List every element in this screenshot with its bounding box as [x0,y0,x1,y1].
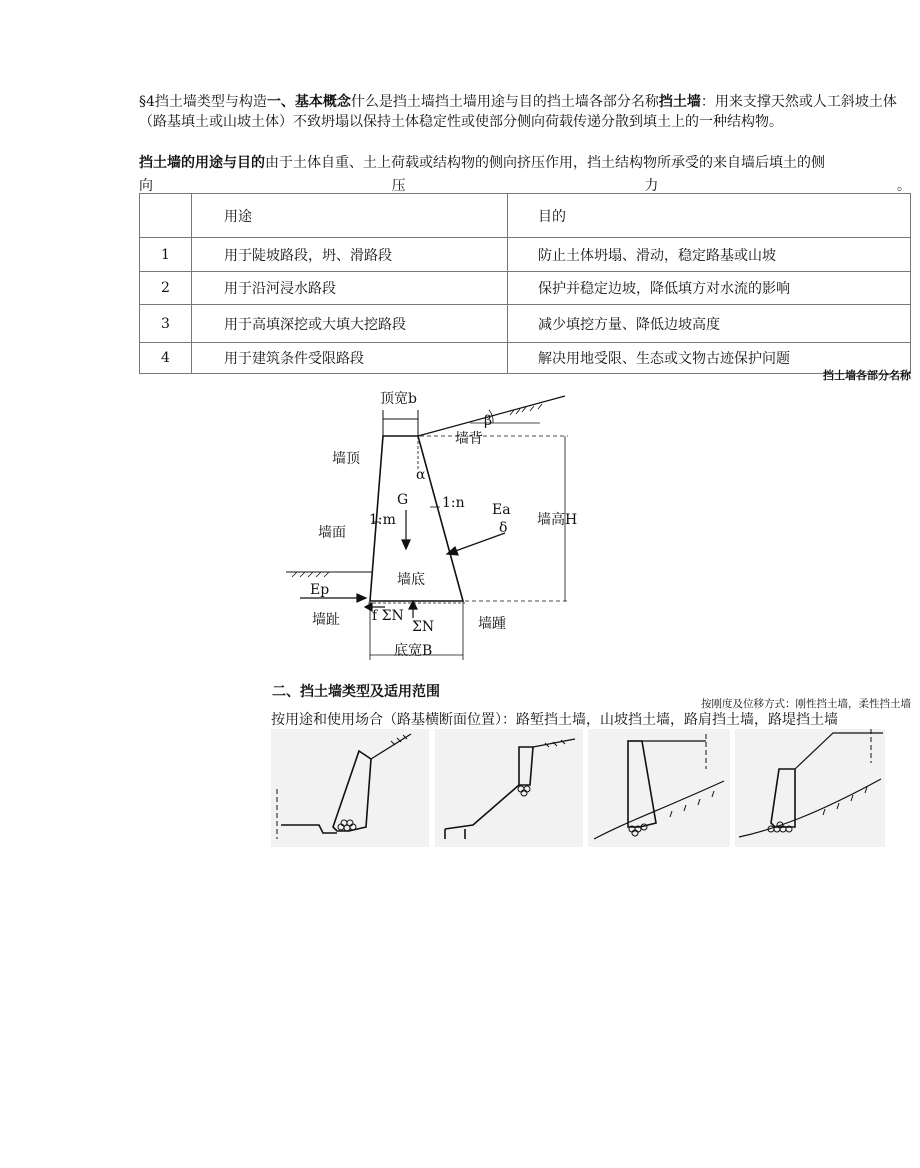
shoulder-wall-sketch [588,729,730,847]
label-friction: f ΣN [372,608,404,624]
table-cell: 用于高填深挖或大填大挖路段 [192,305,508,343]
purpose-title: 挡土墙的用途与目的 [139,155,265,171]
section-mark: §4挡土墙类型与构造 [139,94,267,110]
section2-title: 二、挡土墙类型及适用范围 [272,684,440,700]
table-cell: 2 [140,272,192,305]
spread-char: 。 [896,178,911,194]
label-ea: Ea [492,502,511,518]
label-alpha: α [416,467,426,483]
label-delta: δ [499,520,508,536]
intro-question: 什么是挡土墙挡土墙用途与目的挡土墙各部分名称 [350,94,659,110]
purpose-spread-line [139,175,911,195]
label-top-width: 顶宽b [380,391,417,407]
table-cell: 用于陡坡路段，坍、滑路段 [192,238,508,272]
heading-basic-concepts: 一、基本概念 [266,94,351,110]
table-cell: 保护并稳定边坡，降低填方对水流的影响 [508,272,911,305]
label-slope-front: 1:m [369,512,396,528]
label-ep: Ep [310,582,330,598]
label-beta: β [484,413,493,429]
label-base-width: 底宽B [394,643,433,659]
label-wall-base: 墙底 [397,572,425,588]
table-header-cell: 目的 [508,194,911,238]
purpose-text: 由于土体自重、土上荷载或结构物的侧向挤压作用，挡土结构物所承受的来自墙后填土的侧 [265,155,825,171]
table-cell: 4 [140,343,192,374]
purpose-paragraph [139,153,911,173]
table-row [140,343,911,374]
table-cell: 防止土体坍塌、滑动，稳定路基或山坡 [508,238,911,272]
usage-classification: 按用途和使用场合（路基横断面位置）：路堑挡土墙，山坡挡土墙，路肩挡土墙，路堤挡土墙 [271,712,838,728]
label-wall-heel: 墙踵 [478,616,506,632]
spread-char: 向 [139,178,153,194]
uses-table [139,193,911,374]
label-wall-toe: 墙趾 [312,612,340,628]
label-wall-top: 墙顶 [332,451,360,467]
stiffness-note: 按刚度及位移方式：刚性挡土墙，柔性挡土墙 [701,698,911,710]
label-wall-back: 墙背 [455,431,483,447]
retaining-wall-diagram [280,385,580,665]
table-row [140,272,911,305]
table-cell: 1 [140,238,192,272]
table-cell: 用于沿河浸水路段 [192,272,508,305]
hillside-wall-sketch [435,729,583,847]
label-g: G [397,492,409,508]
label-wall-height: 墙高H [537,512,578,528]
spread-char: 压 [391,178,406,194]
table-header-cell: 用途 [192,194,508,238]
table-cell: 用于建筑条件受限路段 [192,343,508,374]
spread-char: 力 [644,178,659,194]
term-retaining-wall: 挡土墙 [658,94,701,110]
embankment-wall-sketch [735,729,885,847]
table-header-cell [140,194,192,238]
table-row [140,238,911,272]
intro-paragraph [139,92,911,132]
table-cell: 减少填挖方量、降低边坡高度 [508,305,911,343]
table-header-row [140,194,911,238]
table-cell: 解决用地受限、生态或文物古迹保护问题 [508,343,911,374]
label-normal-force: ΣN [412,619,435,635]
definition-text: ：用来支撑天然或人工斜坡土体（路基填土或山坡土体）不致坍塌以保持土体稳定性或使部分侧向荷载传递分散到填土上的一种结构物。 [139,94,897,130]
table-cell: 3 [140,305,192,343]
cutting-wall-sketch [271,729,429,847]
table-row [140,305,911,343]
diagram-caption: 挡土墙各部分名称 [823,369,911,382]
label-wall-face: 墙面 [318,525,346,541]
label-slope-back: 1:n [442,495,465,511]
